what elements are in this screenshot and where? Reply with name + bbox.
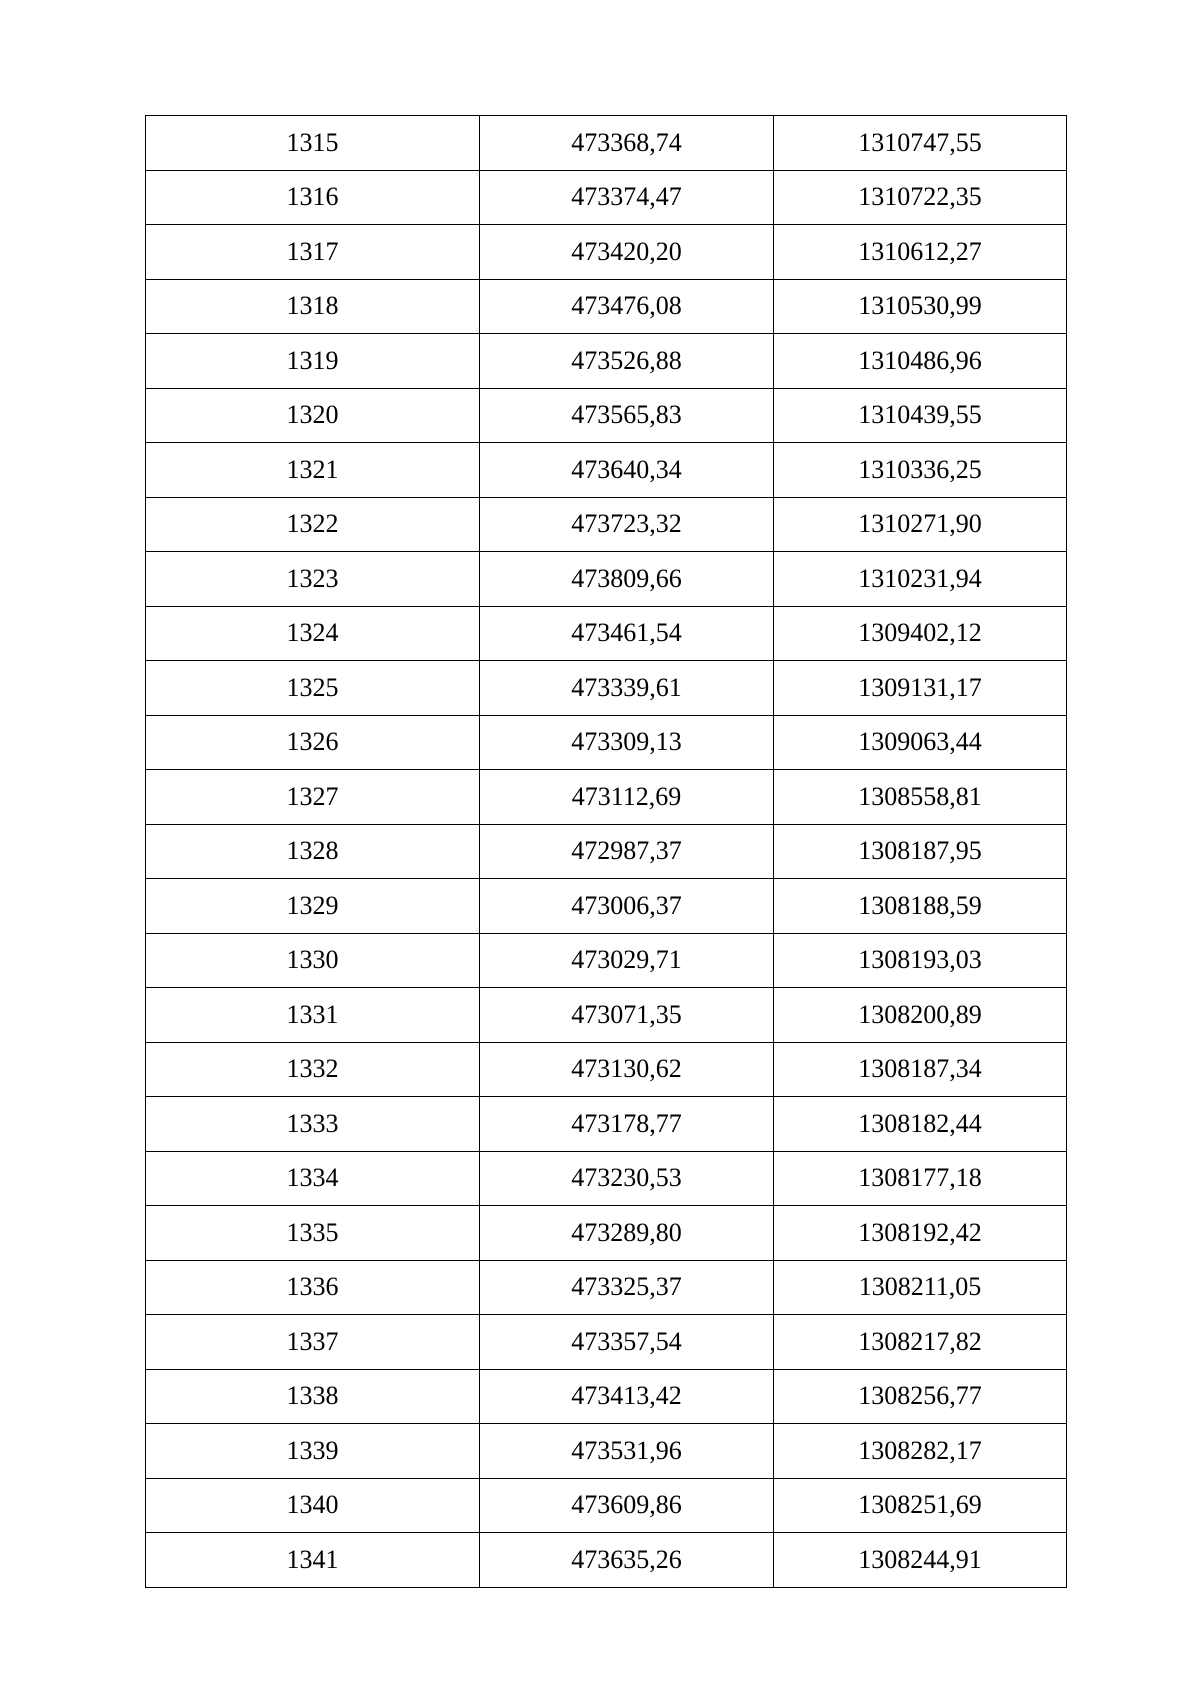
- x-coordinate-cell: 473230,53: [480, 1151, 774, 1206]
- x-coordinate-cell: 473130,62: [480, 1042, 774, 1097]
- table-row: [146, 334, 1067, 389]
- table-row: [146, 1206, 1067, 1261]
- y-coordinate-cell: 1308251,69: [774, 1478, 1067, 1533]
- point-number-cell: 1339: [146, 1424, 480, 1479]
- point-number-cell: 1336: [146, 1260, 480, 1315]
- point-number-cell: 1331: [146, 988, 480, 1043]
- y-coordinate-cell: 1308217,82: [774, 1315, 1067, 1370]
- table-row: [146, 170, 1067, 225]
- x-coordinate-cell: 473368,74: [480, 116, 774, 171]
- point-number-cell: 1327: [146, 770, 480, 825]
- point-number-cell: 1325: [146, 661, 480, 716]
- point-number-cell: 1335: [146, 1206, 480, 1261]
- y-coordinate-cell: 1310486,96: [774, 334, 1067, 389]
- x-coordinate-cell: 473309,13: [480, 715, 774, 770]
- table-row: [146, 279, 1067, 334]
- x-coordinate-cell: 473640,34: [480, 443, 774, 498]
- x-coordinate-cell: 473374,47: [480, 170, 774, 225]
- point-number-cell: 1315: [146, 116, 480, 171]
- y-coordinate-cell: 1310336,25: [774, 443, 1067, 498]
- point-number-cell: 1319: [146, 334, 480, 389]
- y-coordinate-cell: 1308200,89: [774, 988, 1067, 1043]
- x-coordinate-cell: 473809,66: [480, 552, 774, 607]
- y-coordinate-cell: 1310231,94: [774, 552, 1067, 607]
- y-coordinate-cell: 1309402,12: [774, 606, 1067, 661]
- point-number-cell: 1329: [146, 879, 480, 934]
- x-coordinate-cell: 472987,37: [480, 824, 774, 879]
- x-coordinate-cell: 473112,69: [480, 770, 774, 825]
- table-row: [146, 1097, 1067, 1152]
- x-coordinate-cell: 473723,32: [480, 497, 774, 552]
- table-row: [146, 552, 1067, 607]
- table-row: [146, 1315, 1067, 1370]
- y-coordinate-cell: 1308282,17: [774, 1424, 1067, 1479]
- coordinates-table: [145, 115, 1067, 1588]
- table-row: [146, 1533, 1067, 1588]
- x-coordinate-cell: 473609,86: [480, 1478, 774, 1533]
- y-coordinate-cell: 1308192,42: [774, 1206, 1067, 1261]
- x-coordinate-cell: 473420,20: [480, 225, 774, 280]
- y-coordinate-cell: 1309063,44: [774, 715, 1067, 770]
- point-number-cell: 1337: [146, 1315, 480, 1370]
- table-row: [146, 933, 1067, 988]
- x-coordinate-cell: 473635,26: [480, 1533, 774, 1588]
- point-number-cell: 1334: [146, 1151, 480, 1206]
- x-coordinate-cell: 473325,37: [480, 1260, 774, 1315]
- table-row: [146, 1424, 1067, 1479]
- y-coordinate-cell: 1308256,77: [774, 1369, 1067, 1424]
- table-row: [146, 116, 1067, 171]
- table-row: [146, 770, 1067, 825]
- x-coordinate-cell: 473339,61: [480, 661, 774, 716]
- table-row: [146, 715, 1067, 770]
- x-coordinate-cell: 473531,96: [480, 1424, 774, 1479]
- y-coordinate-cell: 1308193,03: [774, 933, 1067, 988]
- x-coordinate-cell: 473413,42: [480, 1369, 774, 1424]
- y-coordinate-cell: 1308244,91: [774, 1533, 1067, 1588]
- table-row: [146, 1369, 1067, 1424]
- y-coordinate-cell: 1310612,27: [774, 225, 1067, 280]
- y-coordinate-cell: 1308187,95: [774, 824, 1067, 879]
- table-row: [146, 1260, 1067, 1315]
- table-row: [146, 497, 1067, 552]
- x-coordinate-cell: 473289,80: [480, 1206, 774, 1261]
- table-row: [146, 1042, 1067, 1097]
- x-coordinate-cell: 473071,35: [480, 988, 774, 1043]
- point-number-cell: 1328: [146, 824, 480, 879]
- point-number-cell: 1326: [146, 715, 480, 770]
- table-row: [146, 1151, 1067, 1206]
- point-number-cell: 1322: [146, 497, 480, 552]
- point-number-cell: 1317: [146, 225, 480, 280]
- point-number-cell: 1320: [146, 388, 480, 443]
- y-coordinate-cell: 1308558,81: [774, 770, 1067, 825]
- y-coordinate-cell: 1309131,17: [774, 661, 1067, 716]
- y-coordinate-cell: 1308188,59: [774, 879, 1067, 934]
- x-coordinate-cell: 473461,54: [480, 606, 774, 661]
- coordinates-table-body: [146, 116, 1067, 1588]
- y-coordinate-cell: 1310271,90: [774, 497, 1067, 552]
- y-coordinate-cell: 1310439,55: [774, 388, 1067, 443]
- y-coordinate-cell: 1308177,18: [774, 1151, 1067, 1206]
- x-coordinate-cell: 473526,88: [480, 334, 774, 389]
- table-row: [146, 1478, 1067, 1533]
- y-coordinate-cell: 1308182,44: [774, 1097, 1067, 1152]
- y-coordinate-cell: 1310747,55: [774, 116, 1067, 171]
- x-coordinate-cell: 473178,77: [480, 1097, 774, 1152]
- point-number-cell: 1321: [146, 443, 480, 498]
- y-coordinate-cell: 1308187,34: [774, 1042, 1067, 1097]
- x-coordinate-cell: 473476,08: [480, 279, 774, 334]
- point-number-cell: 1324: [146, 606, 480, 661]
- x-coordinate-cell: 473029,71: [480, 933, 774, 988]
- table-row: [146, 988, 1067, 1043]
- x-coordinate-cell: 473006,37: [480, 879, 774, 934]
- table-row: [146, 388, 1067, 443]
- table-row: [146, 225, 1067, 280]
- x-coordinate-cell: 473357,54: [480, 1315, 774, 1370]
- point-number-cell: 1330: [146, 933, 480, 988]
- point-number-cell: 1323: [146, 552, 480, 607]
- point-number-cell: 1332: [146, 1042, 480, 1097]
- point-number-cell: 1341: [146, 1533, 480, 1588]
- point-number-cell: 1340: [146, 1478, 480, 1533]
- point-number-cell: 1338: [146, 1369, 480, 1424]
- table-row: [146, 824, 1067, 879]
- point-number-cell: 1316: [146, 170, 480, 225]
- y-coordinate-cell: 1310530,99: [774, 279, 1067, 334]
- y-coordinate-cell: 1308211,05: [774, 1260, 1067, 1315]
- point-number-cell: 1333: [146, 1097, 480, 1152]
- table-row: [146, 879, 1067, 934]
- table-row: [146, 606, 1067, 661]
- x-coordinate-cell: 473565,83: [480, 388, 774, 443]
- table-row: [146, 661, 1067, 716]
- table-row: [146, 443, 1067, 498]
- point-number-cell: 1318: [146, 279, 480, 334]
- y-coordinate-cell: 1310722,35: [774, 170, 1067, 225]
